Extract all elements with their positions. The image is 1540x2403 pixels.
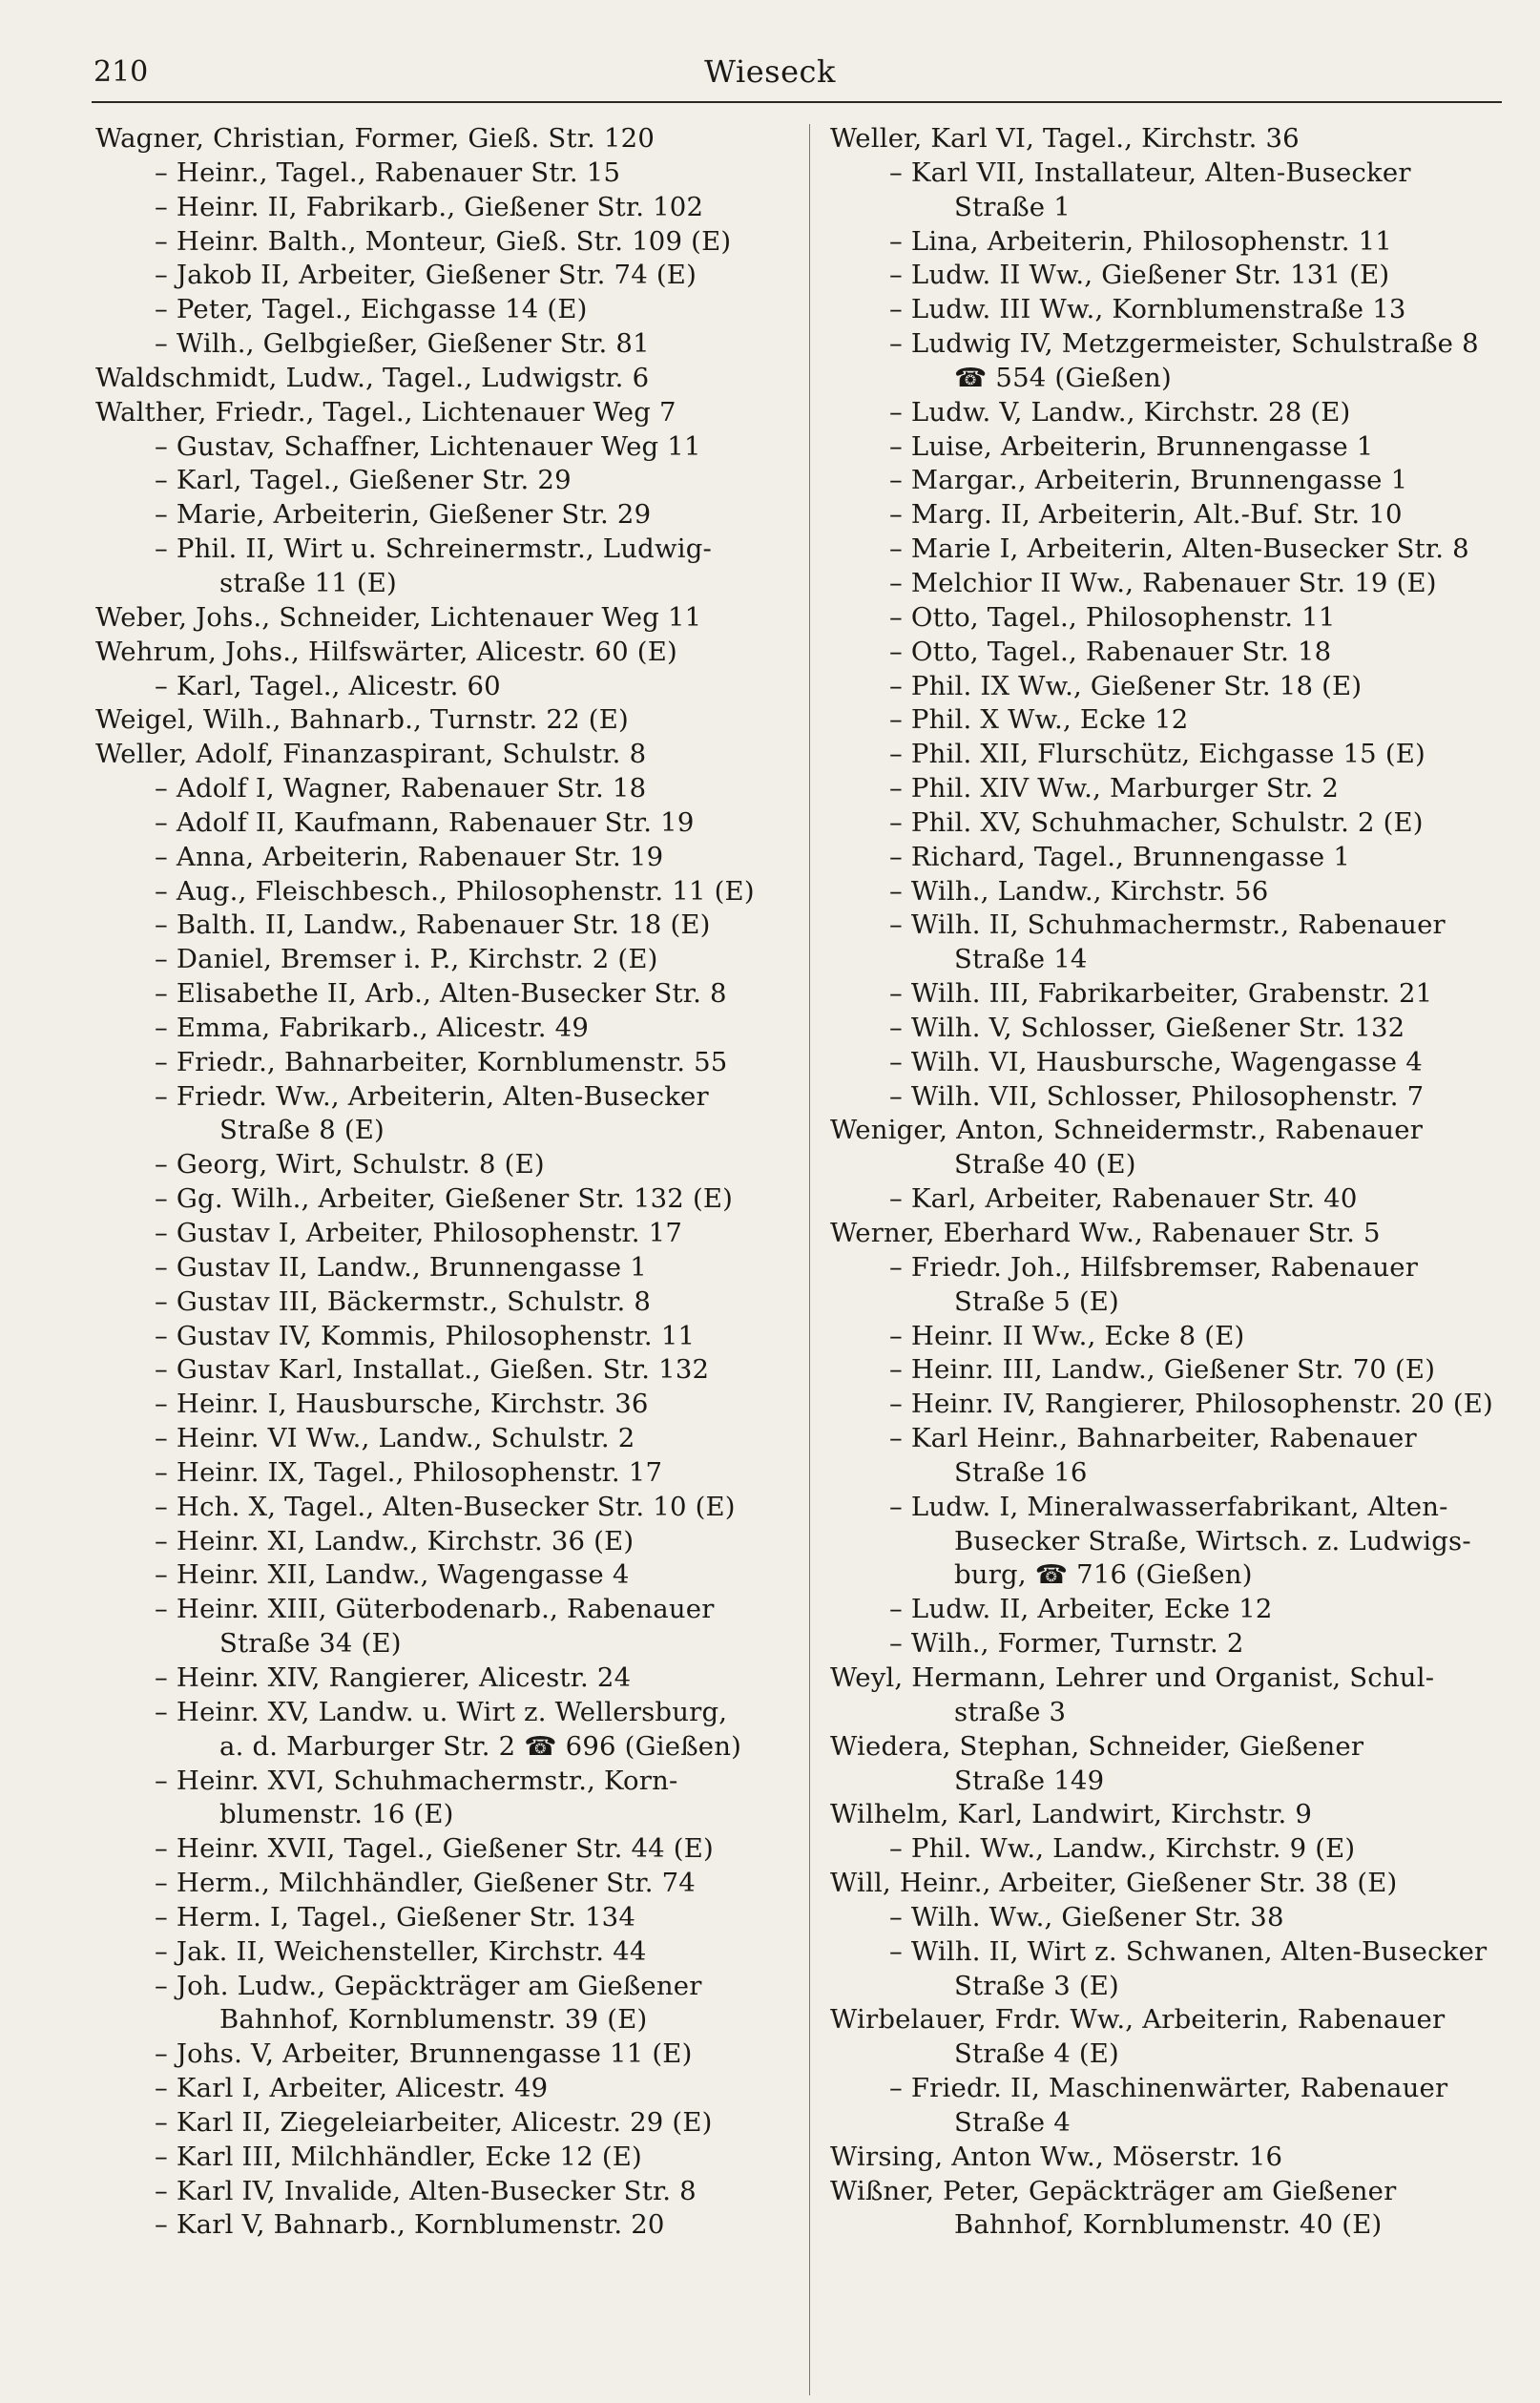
directory-subentry: – Phil. XIV Ww., Marburger Str. 2 [889, 773, 1340, 804]
directory-subentry: – Heinr. XVI, Schuhmachermstr., Korn- [155, 1765, 678, 1796]
directory-entry: Weigel, Wilh., Bahnarb., Turnstr. 22 (E) [95, 704, 629, 736]
directory-subentry: – Phil. XV, Schuhmacher, Schulstr. 2 (E) [889, 806, 1424, 838]
directory-subentry: – Adolf I, Wagner, Rabenauer Str. 18 [155, 773, 647, 804]
entry-continuation: Straße 5 (E) [954, 1285, 1119, 1317]
directory-subentry: – Karl Heinr., Bahnarbeiter, Rabenauer [889, 1423, 1417, 1454]
directory-subentry: – Karl, Arbeiter, Rabenauer Str. 40 [889, 1183, 1358, 1215]
directory-subentry: – Ludwig IV, Metzgermeister, Schulstraße 8 [889, 328, 1479, 360]
directory-subentry: – Karl I, Arbeiter, Alicestr. 49 [155, 2073, 549, 2104]
entry-continuation: burg, ☎ 716 (Gießen) [954, 1559, 1253, 1591]
directory-subentry: – Ludw. II Ww., Gießener Str. 131 (E) [889, 260, 1390, 291]
directory-subentry: – Gustav I, Arbeiter, Philosophenstr. 17 [155, 1218, 683, 1248]
directory-subentry: – Heinr., Tagel., Rabenauer Str. 15 [155, 157, 621, 188]
directory-subentry: – Ludw. II, Arbeiter, Ecke 12 [889, 1594, 1273, 1625]
entry-continuation: Straße 14 [954, 944, 1088, 975]
directory-subentry: – Karl II, Ziegeleiarbeiter, Alicestr. 29 (E) [155, 2106, 713, 2138]
directory-subentry: – Heinr. XVII, Tagel., Gießener Str. 44 (E) [155, 1833, 714, 1865]
directory-entry: Wehrum, Johs., Hilfswärter, Alicestr. 60 (E) [95, 636, 677, 667]
directory-subentry: – Herm. I, Tagel., Gießener Str. 134 [155, 1901, 636, 1933]
directory-entry: Waldschmidt, Ludw., Tagel., Ludwigstr. 6 [95, 362, 650, 393]
directory-subentry: – Wilh. V, Schlosser, Gießener Str. 132 [889, 1012, 1405, 1043]
directory-subentry: – Gg. Wilh., Arbeiter, Gießener Str. 132 (E) [155, 1183, 734, 1215]
directory-subentry: – Friedr. II, Maschinenwärter, Rabenauer [889, 2073, 1448, 2104]
directory-subentry: – Karl V, Bahnarb., Kornblumenstr. 20 [155, 2209, 665, 2241]
directory-subentry: – Heinr. XV, Landw. u. Wirt z. Wellersburg, [155, 1696, 728, 1727]
directory-subentry: – Phil. Ww., Landw., Kirchstr. 9 (E) [889, 1833, 1356, 1865]
directory-subentry: – Joh. Ludw., Gepäckträger am Gießener [155, 1970, 702, 2001]
entry-continuation: Busecker Straße, Wirtsch. z. Ludwigs- [954, 1525, 1471, 1557]
directory-subentry: – Marie, Arbeiterin, Gießener Str. 29 [155, 499, 652, 531]
entry-continuation: Straße 8 (E) [219, 1115, 385, 1146]
directory-subentry: – Wilh. VII, Schlosser, Philosophenstr. 7 [889, 1080, 1425, 1112]
directory-entry: Wirbelauer, Frdr. Ww., Arbeiterin, Rabenauer [830, 2004, 1446, 2036]
directory-subentry: – Marg. II, Arbeiterin, Alt.-Buf. Str. 10 [889, 499, 1403, 531]
directory-subentry: – Gustav IV, Kommis, Philosophenstr. 11 [155, 1320, 696, 1351]
directory-subentry: – Ludw. V, Landw., Kirchstr. 28 (E) [889, 396, 1351, 428]
directory-subentry: – Heinr. II, Fabrikarb., Gießener Str. 102 [155, 191, 704, 222]
directory-subentry: – Hch. X, Tagel., Alten-Busecker Str. 10 (E) [155, 1491, 736, 1522]
entry-continuation: straße 3 [954, 1696, 1067, 1727]
directory-entry: Weber, Johs., Schneider, Lichtenauer Weg 11 [95, 601, 702, 633]
entry-continuation: Straße 4 [954, 2106, 1071, 2138]
directory-subentry: – Karl III, Milchhändler, Ecke 12 (E) [155, 2141, 642, 2172]
directory-entry: Will, Heinr., Arbeiter, Gießener Str. 38 (E) [830, 1868, 1398, 1899]
directory-subentry: – Phil. XII, Flurschütz, Eichgasse 15 (E) [889, 739, 1426, 770]
entry-continuation: ☎ 554 (Gießen) [954, 362, 1172, 393]
page-title: Wieseck [704, 53, 836, 90]
entry-continuation: Straße 149 [954, 1765, 1105, 1796]
directory-subentry: – Heinr. IV, Rangierer, Philosophenstr. 20 (E) [889, 1389, 1493, 1420]
entry-continuation: blumenstr. 16 (E) [219, 1799, 454, 1830]
entry-continuation: Straße 16 [954, 1456, 1088, 1488]
directory-subentry: – Karl, Tagel., Alicestr. 60 [155, 670, 501, 701]
directory-subentry: – Otto, Tagel., Rabenauer Str. 18 [889, 636, 1332, 667]
directory-subentry: – Heinr. I, Hausbursche, Kirchstr. 36 [155, 1389, 649, 1420]
entry-continuation: Bahnhof, Kornblumenstr. 40 (E) [954, 2209, 1383, 2241]
directory-subentry: – Marie I, Arbeiterin, Alten-Busecker Str. 8 [889, 533, 1469, 565]
directory-subentry: – Heinr. II Ww., Ecke 8 (E) [889, 1320, 1245, 1351]
directory-subentry: – Heinr. VI Ww., Landw., Schulstr. 2 [155, 1423, 635, 1454]
directory-subentry: – Wilh. VI, Hausbursche, Wagengasse 4 [889, 1046, 1423, 1077]
directory-subentry: – Aug., Fleischbesch., Philosophenstr. 11 (E) [155, 875, 755, 907]
directory-subentry: – Ludw. III Ww., Kornblumenstraße 13 [889, 294, 1406, 325]
directory-entry: Werner, Eberhard Ww., Rabenauer Str. 5 [830, 1218, 1381, 1248]
directory-subentry: – Richard, Tagel., Brunnengasse 1 [889, 841, 1351, 872]
directory-subentry: – Friedr., Bahnarbeiter, Kornblumenstr. 55 [155, 1046, 728, 1077]
directory-subentry: – Heinr. IX, Tagel., Philosophenstr. 17 [155, 1456, 663, 1488]
directory-subentry: – Balth. II, Landw., Rabenauer Str. 18 (E) [155, 909, 711, 941]
directory-subentry: – Wilh. II, Schuhmachermstr., Rabenauer [889, 909, 1446, 941]
directory-subentry: – Friedr. Joh., Hilfsbremser, Rabenauer [889, 1251, 1419, 1283]
directory-subentry: – Gustav II, Landw., Brunnengasse 1 [155, 1251, 647, 1283]
directory-subentry: – Heinr. III, Landw., Gießener Str. 70 (E) [889, 1354, 1436, 1386]
right-column [830, 122, 1509, 2243]
directory-entry: Wilhelm, Karl, Landwirt, Kirchstr. 9 [830, 1799, 1313, 1830]
entry-continuation: Bahnhof, Kornblumenstr. 39 (E) [219, 2004, 648, 2036]
directory-subentry: – Gustav, Schaffner, Lichtenauer Weg 11 [155, 430, 701, 462]
directory-subentry: – Melchior II Ww., Rabenauer Str. 19 (E) [889, 567, 1437, 598]
entry-continuation: Straße 40 (E) [954, 1149, 1136, 1181]
directory-entry: Wirsing, Anton Ww., Möserstr. 16 [830, 2141, 1283, 2172]
header-divider [92, 101, 1502, 103]
directory-subentry: – Wilh., Former, Turnstr. 2 [889, 1628, 1244, 1660]
left-column [95, 122, 788, 2243]
directory-subentry: – Karl, Tagel., Gießener Str. 29 [155, 465, 572, 496]
directory-subentry: – Heinr. XII, Landw., Wagengasse 4 [155, 1559, 630, 1591]
directory-subentry: – Margar., Arbeiterin, Brunnengasse 1 [889, 465, 1408, 496]
directory-subentry: – Johs. V, Arbeiter, Brunnengasse 11 (E) [155, 2038, 693, 2070]
directory-entry: Weniger, Anton, Schneidermstr., Rabenauer [830, 1115, 1424, 1146]
directory-subentry: – Otto, Tagel., Philosophenstr. 11 [889, 601, 1336, 633]
entry-continuation: a. d. Marburger Str. 2 ☎ 696 (Gießen) [219, 1730, 742, 1762]
directory-subentry: – Karl VII, Installateur, Alten-Busecker [889, 157, 1411, 188]
directory-subentry: – Elisabethe II, Arb., Alten-Busecker Str. 8 [155, 978, 727, 1010]
directory-subentry: – Daniel, Bremser i. P., Kirchstr. 2 (E) [155, 944, 658, 975]
directory-subentry: – Phil. II, Wirt u. Schreinermstr., Ludwig- [155, 533, 712, 565]
directory-entry: Wagner, Christian, Former, Gieß. Str. 120 [95, 123, 656, 154]
directory-subentry: – Jak. II, Weichensteller, Kirchstr. 44 [155, 1935, 647, 1967]
directory-subentry: – Gustav III, Bäckermstr., Schulstr. 8 [155, 1285, 652, 1317]
entry-continuation: Straße 4 (E) [954, 2038, 1119, 2070]
directory-subentry: – Georg, Wirt, Schulstr. 8 (E) [155, 1149, 545, 1181]
directory-subentry: – Emma, Fabrikarb., Alicestr. 49 [155, 1012, 590, 1043]
directory-subentry: – Friedr. Ww., Arbeiterin, Alten-Busecker [155, 1080, 709, 1112]
directory-subentry: – Heinr. XI, Landw., Kirchstr. 36 (E) [155, 1525, 635, 1557]
entry-continuation: straße 11 (E) [219, 567, 397, 598]
column-divider [809, 124, 810, 2395]
directory-entry: Weller, Adolf, Finanzaspirant, Schulstr. 8 [95, 739, 647, 770]
directory-subentry: – Gustav Karl, Installat., Gießen. Str. 132 [155, 1354, 710, 1386]
entry-continuation: Straße 3 (E) [954, 1970, 1119, 2001]
directory-entry: Weller, Karl VI, Tagel., Kirchstr. 36 [830, 123, 1300, 154]
directory-subentry: – Heinr. XIII, Güterbodenarb., Rabenauer [155, 1594, 715, 1625]
entry-continuation: Straße 1 [954, 191, 1071, 222]
directory-subentry: – Phil. IX Ww., Gießener Str. 18 (E) [889, 670, 1363, 701]
directory-subentry: – Wilh. III, Fabrikarbeiter, Grabenstr. 21 [889, 978, 1433, 1010]
directory-subentry: – Anna, Arbeiterin, Rabenauer Str. 19 [155, 841, 664, 872]
directory-subentry: – Phil. X Ww., Ecke 12 [889, 704, 1189, 736]
entry-continuation: Straße 34 (E) [219, 1628, 402, 1660]
directory-subentry: – Ludw. I, Mineralwasserfabrikant, Alten- [889, 1491, 1448, 1522]
directory-subentry: – Luise, Arbeiterin, Brunnengasse 1 [889, 430, 1374, 462]
directory-subentry: – Karl IV, Invalide, Alten-Busecker Str. 8 [155, 2175, 697, 2206]
page-number: 210 [94, 55, 149, 89]
directory-subentry: – Wilh., Gelbgießer, Gießener Str. 81 [155, 328, 650, 360]
directory-subentry: – Wilh., Landw., Kirchstr. 56 [889, 875, 1269, 907]
directory-subentry: – Peter, Tagel., Eichgasse 14 (E) [155, 294, 588, 325]
directory-subentry: – Wilh. Ww., Gießener Str. 38 [889, 1901, 1284, 1933]
directory-subentry: – Lina, Arbeiterin, Philosophenstr. 11 [889, 225, 1392, 257]
directory-entry: Walther, Friedr., Tagel., Lichtenauer Weg 7 [95, 396, 676, 428]
directory-subentry: – Heinr. XIV, Rangierer, Alicestr. 24 [155, 1661, 632, 1693]
directory-subentry: – Herm., Milchhändler, Gießener Str. 74 [155, 1868, 696, 1899]
directory-entry: Wißner, Peter, Gepäckträger am Gießener [830, 2175, 1397, 2206]
directory-entry: Weyl, Hermann, Lehrer und Organist, Schul- [830, 1661, 1435, 1693]
directory-subentry: – Jakob II, Arbeiter, Gießener Str. 74 (E) [155, 260, 697, 291]
directory-entry: Wiedera, Stephan, Schneider, Gießener [830, 1730, 1364, 1762]
directory-subentry: – Adolf II, Kaufmann, Rabenauer Str. 19 [155, 806, 695, 838]
directory-subentry: – Wilh. II, Wirt z. Schwanen, Alten-Busecker [889, 1935, 1488, 1967]
directory-subentry: – Heinr. Balth., Monteur, Gieß. Str. 109 (E) [155, 225, 732, 257]
